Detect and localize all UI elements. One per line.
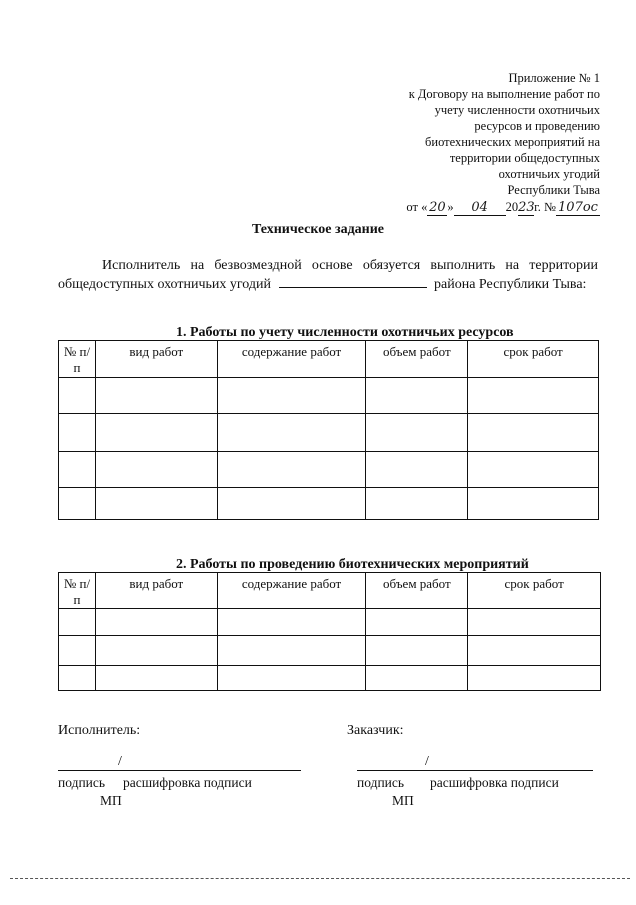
customer-stamp: МП — [392, 793, 414, 808]
intro-paragraph — [58, 257, 598, 294]
appendix-line: к Договору на выполнение работ по — [408, 87, 600, 101]
appendix-line: учету численности охотничьих — [434, 103, 600, 117]
executor-slash: / — [118, 754, 122, 769]
appendix-line: ресурсов и проведению — [474, 119, 600, 133]
executor-label: Исполнитель: — [58, 723, 141, 738]
header-number: № п/п — [59, 573, 96, 609]
table-row — [59, 666, 601, 691]
appendix-line: охотничьих угодий — [498, 167, 600, 181]
section2-title: 2. Работы по проведению биотехнических мероприятий — [176, 557, 529, 572]
table-row — [59, 636, 601, 666]
customer-signature-caption: подпись — [357, 775, 405, 790]
customer-decoding-caption: расшифровка подписи — [430, 775, 559, 790]
contract-date-line — [370, 199, 600, 216]
table-row — [59, 378, 599, 414]
appendix-line: территории общедоступных — [449, 151, 600, 165]
section1-title: 1. Работы по учету численности охотничьих ресурсов — [176, 325, 514, 340]
handwritten-year: 23 — [518, 200, 535, 215]
customer-label: Заказчик: — [347, 723, 404, 738]
year-close: г. № — [534, 200, 556, 214]
header-work-deadline: срок работ — [468, 341, 599, 378]
executor-signature-caption: подпись — [58, 775, 106, 790]
executor-decoding-caption: расшифровка подписи — [123, 775, 252, 790]
customer-slash: / — [425, 754, 429, 769]
handwritten-month: 04 — [471, 200, 488, 215]
header-number: № п/п — [59, 341, 96, 378]
header-work-deadline: срок работ — [468, 573, 601, 609]
header-work-volume: объем работ — [366, 573, 468, 609]
handwritten-day: 20 — [429, 200, 446, 215]
table-header-row — [59, 341, 599, 378]
document-title: Техническое задание — [251, 222, 384, 237]
section2-table — [58, 572, 601, 691]
header-work-volume: объем работ — [366, 341, 468, 378]
scan-edge-line — [10, 878, 630, 879]
district-blank-field — [279, 275, 427, 288]
year-prefix: 20 — [505, 200, 519, 214]
table-header-row — [59, 573, 601, 609]
date-prefix: от « — [406, 200, 428, 214]
handwritten-number: 107ос — [558, 200, 598, 215]
header-work-content: содержание работ — [217, 573, 366, 609]
table-row — [59, 609, 601, 636]
intro-text-2: района Республики Тыва: — [434, 277, 587, 292]
appendix-line: Приложение № 1 — [508, 71, 600, 85]
header-work-type: вид работ — [95, 573, 217, 609]
table-row — [59, 414, 599, 452]
header-work-content: содержание работ — [217, 341, 366, 378]
intro-text-1: Исполнитель на безвозмездной основе обязуется выполнить на территории общедоступных охотничьих угодий — [58, 258, 598, 292]
customer-signature-line — [357, 756, 593, 771]
appendix-block — [370, 70, 600, 216]
table-row — [59, 488, 599, 520]
appendix-line: биотехнических мероприятий на — [425, 135, 600, 149]
appendix-line: Республики Тыва — [507, 183, 600, 197]
header-work-type: вид работ — [95, 341, 217, 378]
section1-table — [58, 340, 599, 520]
executor-stamp: МП — [100, 793, 122, 808]
executor-signature-line — [58, 756, 301, 771]
date-day-close: » — [447, 200, 454, 214]
table-row — [59, 452, 599, 488]
